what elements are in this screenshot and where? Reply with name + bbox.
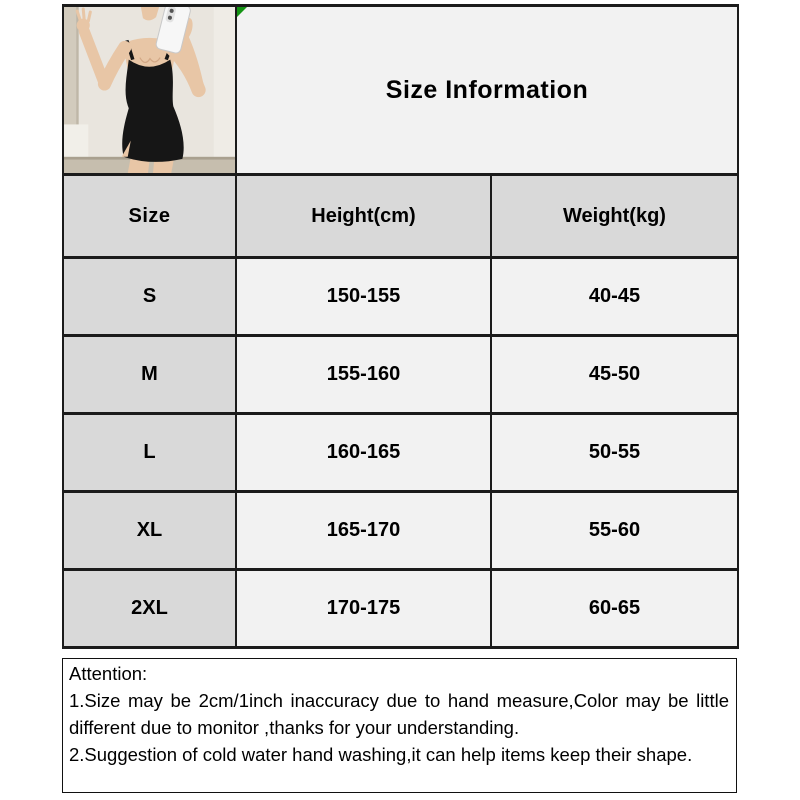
weight-value: 50-55 [491, 414, 738, 492]
size-table [62, 4, 739, 649]
attention-heading: Attention: [69, 663, 148, 684]
height-value: 165-170 [236, 492, 491, 570]
weight-value: 55-60 [491, 492, 738, 570]
table-row-l [63, 414, 738, 492]
size-label: L [63, 414, 236, 492]
height-value: 155-160 [236, 336, 491, 414]
size-information-title-cell [236, 6, 738, 175]
product-photo-cell [63, 6, 236, 175]
weight-value: 40-45 [491, 258, 738, 336]
weight-value: 60-65 [491, 570, 738, 648]
attention-note-2: 2.Suggestion of cold water hand washing,it can help items keep their shape. [69, 744, 693, 765]
height-value: 170-175 [236, 570, 491, 648]
size-label: XL [63, 492, 236, 570]
table-row-xl [63, 492, 738, 570]
top-row [63, 6, 738, 175]
size-label: S [63, 258, 236, 336]
table-row-m [63, 336, 738, 414]
green-corner-flag-icon [237, 7, 247, 17]
model-photo [64, 7, 235, 173]
attention-box [62, 658, 737, 793]
size-label: 2XL [63, 570, 236, 648]
table-row-2xl [63, 570, 738, 648]
header-row [63, 175, 738, 258]
height-value: 160-165 [236, 414, 491, 492]
column-header-height: Height(cm) [236, 175, 491, 258]
column-header-size: Size [63, 175, 236, 258]
column-header-weight: Weight(kg) [491, 175, 738, 258]
height-value: 150-155 [236, 258, 491, 336]
table-row-s [63, 258, 738, 336]
size-label: M [63, 336, 236, 414]
weight-value: 45-50 [491, 336, 738, 414]
page-title: Size Information [385, 75, 589, 104]
attention-note-1: 1.Size may be 2cm/1inch inaccuracy due to hand measure,Color may be little different due to monitor ,thanks for your understanding. [69, 690, 729, 738]
